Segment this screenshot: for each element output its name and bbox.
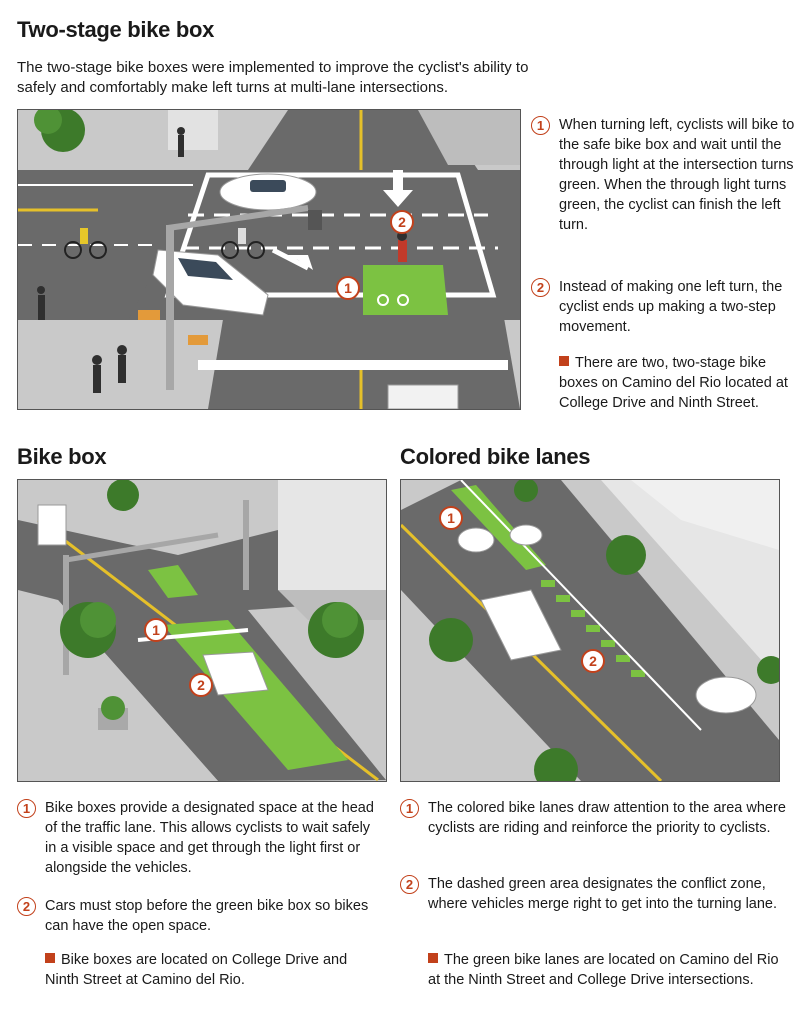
marker-2: 2 (581, 649, 605, 673)
bike-box-illustration (17, 479, 387, 782)
intersection-illustration (18, 110, 520, 409)
number-1-icon: 1 (17, 799, 36, 818)
square-bullet-icon (45, 953, 55, 963)
number-2-icon: 2 (17, 897, 36, 916)
number-2-icon: 2 (400, 875, 419, 894)
two-stage-location-note: There are two, two-stage bike boxes on Camino del Rio located at College Drive and Ninth Street. (559, 355, 788, 411)
square-bullet-icon (428, 953, 438, 963)
number-1-icon: 1 (400, 799, 419, 818)
two-stage-note-2: 2 Instead of making one left turn, the cyclist ends up making a two-step movement. (531, 277, 799, 337)
number-1-icon: 1 (531, 116, 550, 135)
colored-lanes-illustration (400, 479, 780, 782)
colored-lanes-note-2: 2 The dashed green area designates the conflict zone, where vehicles merge right to get into the turning lane. (400, 874, 788, 914)
colored-lanes-title: Colored bike lanes (400, 444, 591, 469)
colored-lanes-location-note: The green bike lanes are located on Camino del Rio at the Ninth Street and College Drive intersections. (428, 952, 779, 988)
colored-lanes-note-1: 1 The colored bike lanes draw attention to the area where cyclists are riding and reinforce the priority to cyclists. (400, 798, 788, 838)
marker-2: 2 (390, 210, 414, 234)
bike-box-location-note: Bike boxes are located on College Drive and Ninth Street at Camino del Rio. (45, 952, 348, 988)
bike-box-green (363, 265, 448, 315)
bike-box-title: Bike box (17, 444, 107, 469)
marker-1: 1 (336, 276, 360, 300)
two-stage-illustration (17, 109, 521, 410)
intro-text: The two-stage bike boxes were implemented to improve the cyclist's ability to safely and comfortably make left turns at multi-lane intersections. (17, 59, 529, 96)
marker-2: 2 (189, 673, 213, 697)
cyclist (397, 231, 407, 262)
bike-box-note-1: 1 Bike boxes provide a designated space at the head of the traffic lane. This allows cyclists to wait safely in a visible space and get through the light first or alongside the vehicles. (17, 798, 385, 878)
two-stage-note-1: 1 When turning left, cyclists will bike to the safe bike box and wait until the through light at the intersection turns green. When the through light turns green, the cyclist can finish the left turn. (531, 115, 799, 235)
tree (606, 535, 646, 575)
number-2-icon: 2 (531, 278, 550, 297)
car-white (220, 174, 316, 210)
square-bullet-icon (559, 356, 569, 366)
marker-1: 1 (144, 618, 168, 642)
bike-box-note-2: 2 Cars must stop before the green bike box so bikes can have the open space. (17, 896, 385, 936)
marker-1: 1 (439, 506, 463, 530)
page-title: Two-stage bike box (17, 17, 215, 42)
